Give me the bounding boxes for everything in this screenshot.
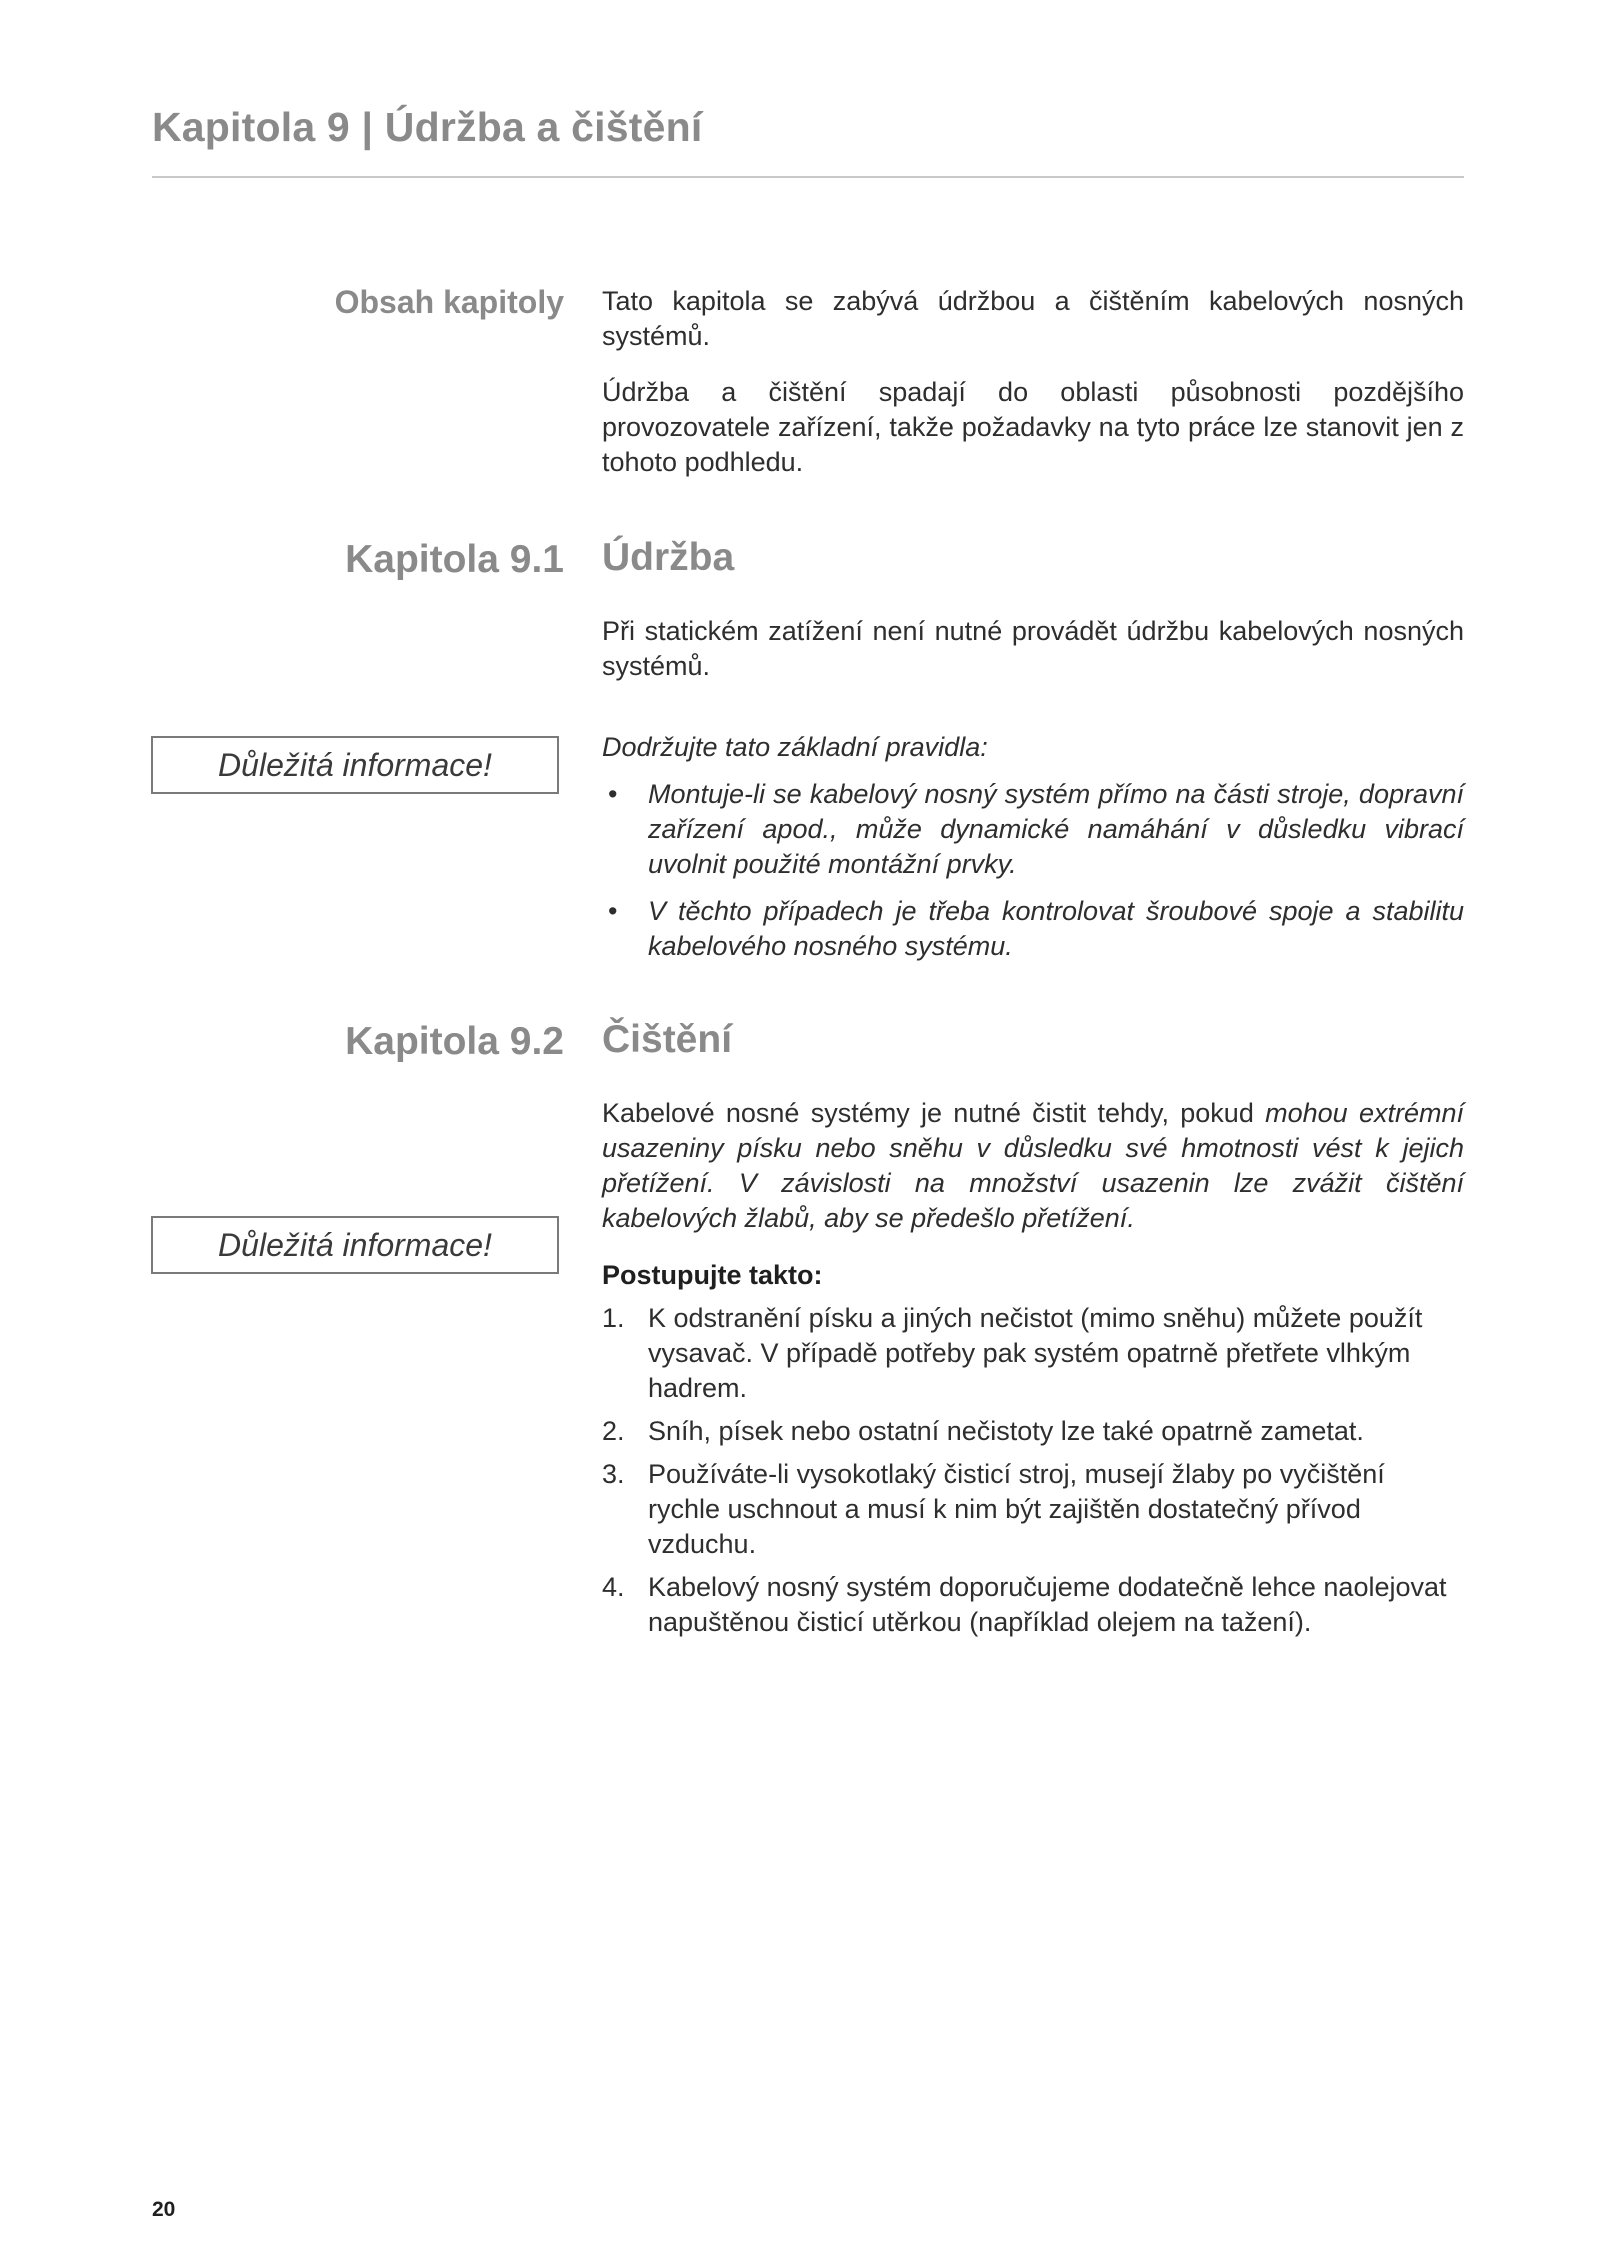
step-number: 4. [602,1572,625,1602]
steps-list [602,1301,1464,1640]
contents-paragraph: Tato kapitola se zabývá údržbou a čištěním kabelových nosných systémů. [602,286,1464,351]
list-item-text: V těchto případech je třeba kontrolovat šroubové spoje a stabilitu kabelového nosného systému. [648,896,1464,961]
step-number: 3. [602,1459,625,1489]
step-text: Sníh, písek nebo ostatní nečistoty lze také opatrně zametat. [648,1416,1364,1446]
section-9-1-text [602,614,1464,684]
section-9-1-heading: Údržba [602,536,735,579]
contents-paragraph: Údržba a čištění spadají do oblasti působnosti pozdějšího provozovatele zařízení, takže požadavky na tyto práce lze stanovit jen z tohoto podhledu. [602,377,1464,477]
important-info-box: Důležitá informace! [151,736,559,794]
rules-intro: Dodržujte tato základní pravidla: [602,732,988,762]
list-item-text: Montuje-li se kabelový nosný systém přímo na části stroje, dopravní zařízení apod., může dynamické namáhání v důsledku vibrací uvolnit použité montážní prvky. [648,779,1464,879]
section-9-2-text [602,1096,1464,1640]
section-9-1-paragraph: Při statickém zatížení není nutné provádět údržbu kabelových nosných systémů. [602,616,1464,681]
title-divider [152,176,1464,178]
section-9-2-paragraph [602,1096,1464,1236]
list-item [602,1414,1464,1449]
paragraph-italic-text: mohou extrémní usazeniny písku nebo sněhu v důsledku své hmotnosti vést k jejich přetížení. V závislosti na množství usazenin lze zvážit čištění kabelových žlabů, aby se předešlo přetížení. [602,1098,1464,1233]
section-9-2-heading: Čištění [602,1018,733,1061]
list-item [602,777,1464,882]
step-number: 1. [602,1303,625,1333]
section-9-1-label: Kapitola 9.1 [345,538,564,581]
list-item [602,1570,1464,1640]
list-item [602,1457,1464,1562]
steps-heading: Postupujte takto: [602,1260,823,1290]
bullet-icon: • [608,896,618,926]
important-info-box: Důležitá informace! [151,1216,559,1274]
section-9-2-label: Kapitola 9.2 [345,1020,564,1063]
paragraph-plain-text: Kabelové nosné systémy je nutné čistit tehdy, pokud [602,1098,1266,1128]
chapter-title: Kapitola 9 | Údržba a čištění [152,104,703,150]
contents-text [602,284,1464,480]
rules-list [602,777,1464,964]
step-text: Používáte-li vysokotlaký čisticí stroj, musejí žlaby po vyčištění rychle uschnout a musí k nim být zajištěn dostatečný přívod vzduchu. [648,1459,1385,1559]
list-item [602,1301,1464,1406]
list-item [602,894,1464,964]
section-9-1-rules [602,730,1464,964]
page-number: 20 [152,2198,176,2221]
step-number: 2. [602,1416,625,1446]
bullet-icon: • [608,779,618,809]
contents-label: Obsah kapitoly [334,284,564,320]
step-text: Kabelový nosný systém doporučujeme dodatečně lehce naolejovat napuštěnou čisticí utěrkou (například olejem na tažení). [648,1572,1447,1637]
step-text: K odstranění písku a jiných nečistot (mimo sněhu) můžete použít vysavač. V případě potřeby pak systém opatrně přetřete vlhkým hadrem. [648,1303,1423,1403]
